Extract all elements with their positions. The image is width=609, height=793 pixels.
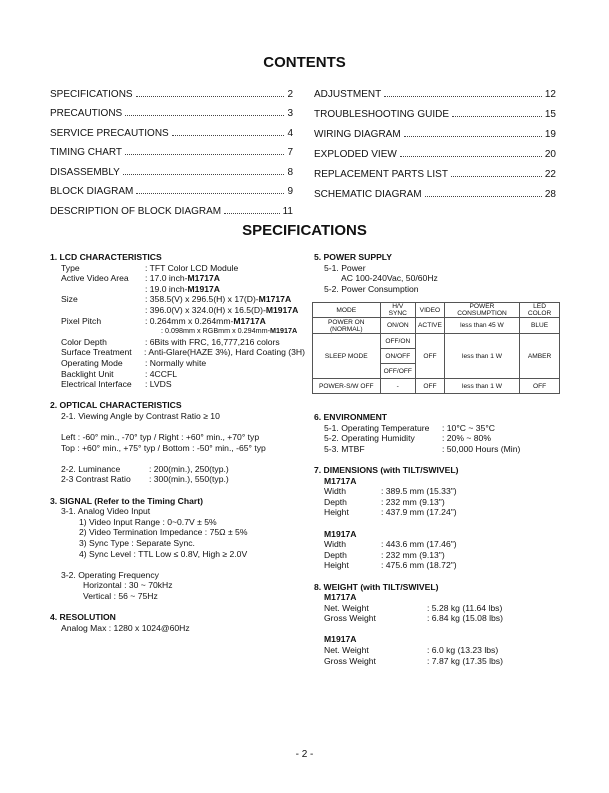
section-heading: 6. ENVIRONMENT <box>314 412 388 422</box>
toc-entry[interactable]: PRECAUTIONS 3 <box>50 108 293 119</box>
table-row: SLEEP MODE OFF/ON OFF less than 1 W AMBER <box>313 334 560 349</box>
toc-entry[interactable]: SERVICE PRECAUTIONS 4 <box>50 127 293 139</box>
toc-entry[interactable]: REPLACEMENT PARTS LIST 22 <box>314 169 556 180</box>
specs-right-column-lower: 6. ENVIRONMENT 5-1. Operating Temperature : 10°C ~ 35°C 5-2. Operating Humidity : 20% ~ 80% 5-3. MTBF : 50,000 Hours (Min) 7. DIMENSIONS (with TILT/SWIVEL) M1717A Width : 389.5 mm (15.33") Depth : 232 mm (9.13") Height : 437.9 mm (17.24") M1917A Width : 443.6 mm (17.46") Depth : 232 mm (9.13") Height : 475.6 mm (18.72") 8. WEIGHT (with TILT/SWIVEL) M1717A Net. Weight : 5.28 kg (11.64 lbs) Gross Weight : 6.84 kg (15.08 lbs) M1917A Net. Weight : 6.0 kg (13.23 lbs) Gross Weight : 7.87 kg (17.35 lbs) <box>314 412 564 666</box>
section-heading: 1. LCD CHARACTERISTICS <box>50 252 162 262</box>
toc-right <box>314 80 556 200</box>
toc-entry[interactable]: SPECIFICATIONS 2 <box>50 88 293 100</box>
toc-entry[interactable]: EXPLODED VIEW 20 <box>314 149 556 160</box>
toc-entry[interactable]: DISASSEMBLY 8 <box>50 166 293 178</box>
specs-left-column: 1. LCD CHARACTERISTICS Type : TFT Color LCD Module Active Video Area : 17.0 inch-M1717A : 19.0 inch-M1917A Size : 358.5(V) x 296.5(H) x 17(D)-M1717A : 396.0(V) x 324.0(H) x 16.5(D)-M1917A Pixel Pitch : 0.264mm x 0.264mm-M1717A : 0.098mm x RGBmm x 0.294mm-M1917A Color Depth : 6Bits with FRC, 16,777,216 colors Surface Treatment : Anti-Glare(HAZE 3%), Hard Coating (3H) Operating Mode : Normally white Backlight Unit : 4CCFL Electrical Interface : LVDS 2. OPTICAL CHARACTERISTICS 2-1. Viewing Angle by Contrast Ratio ≥ 10 Left : -60° min., -70° typ / Right : +60° min., +70° typ Top : +60° min., +75° typ / Bottom : -50° min., -65° typ 2-2. Luminance : 200(min.), 250(typ.) 2-3 Contrast Ratio : 300(min.), 550(typ.) 3. SIGNAL (Refer to the Timing Chart) 3-1. Analog Video Input 1) Video Input Range : 0~0.7V ± 5% 2) Video Termination Impedance : 75Ω ± 5% 3) Sync Type : Separate Sync. 4) Sync Level : TTL Low ≤ 0.8V, High ≥ 2.0V 3-2. Operating Frequency Horizontal : 30 ~ 70kHz Vertical : 56 ~ 75Hz 4. RESOLUTION Analog Max : 1280 x 1024@60Hz <box>50 252 305 633</box>
section-heading: 7. DIMENSIONS (with TILT/SWIVEL) <box>314 464 459 475</box>
toc-entry[interactable]: ADJUSTMENT 12 <box>314 89 556 100</box>
toc-entry[interactable]: BLOCK DIAGRAM 9 <box>50 186 293 197</box>
section-heading: 8. WEIGHT (with TILT/SWIVEL) <box>314 581 439 592</box>
power-consumption-table: MODE H/V SYNC VIDEO POWER CONSUMPTION LED COLOR POWER ON (NORMAL) ON/ON ACTIVE less than 45 W BLUE SLEEP MODE OFF/ON OFF less than 1 W AMBER ON/OFF OFF/OFF POWER-S/W OFF - OFF less than 1 W OFF <box>312 302 560 394</box>
specs-right-column: 5. POWER SUPPLY 5-1. Power AC 100-240Vac, 50/60Hz 5-2. Power Consumption <box>314 252 564 294</box>
specifications-title: SPECIFICATIONS <box>242 222 367 239</box>
table-row: POWER ON (NORMAL) ON/ON ACTIVE less than 45 W BLUE <box>313 318 560 334</box>
toc-entry[interactable]: WIRING DIAGRAM 19 <box>314 129 556 140</box>
toc-entry[interactable]: TROUBLESHOOTING GUIDE 15 <box>314 109 556 120</box>
section-heading: 2. OPTICAL CHARACTERISTICS <box>50 400 182 411</box>
toc-left <box>50 80 293 217</box>
page-number: - 2 - <box>295 749 314 760</box>
contents-title: CONTENTS <box>263 54 346 71</box>
section-heading: 4. RESOLUTION <box>50 612 116 623</box>
table-row: POWER-S/W OFF - OFF less than 1 W OFF <box>313 379 560 394</box>
toc-entry[interactable]: SCHEMATIC DIAGRAM 28 <box>314 189 556 200</box>
toc-entry[interactable]: DESCRIPTION OF BLOCK DIAGRAM 11 <box>50 205 293 217</box>
section-heading: 5. POWER SUPPLY <box>314 252 393 262</box>
toc-entry[interactable]: TIMING CHART 7 <box>50 147 293 158</box>
section-heading: 3. SIGNAL (Refer to the Timing Chart) <box>50 495 203 506</box>
